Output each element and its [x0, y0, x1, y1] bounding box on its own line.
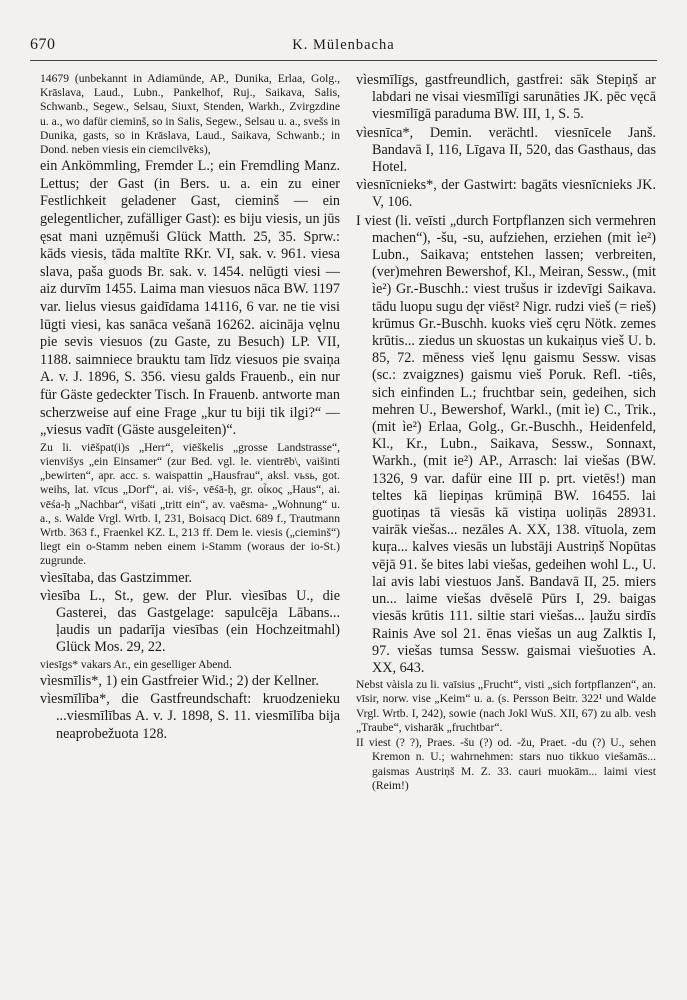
entry-viesnica: vìesnīca*, Demin. verächtl. viesnīcele Janš. Bandavā I, 116, Līgava II, 520, das Gasthaus, das Hotel. [356, 124, 656, 176]
entry-viest-1: I viest (li. veīsti „durch Fortpflanzen sich vermehren machen“), -šu, -su, aufziehen, erziehen (mit ìe²) Lubn., Saikava; entstehen lassen; verbreiten, (ver)mehren Bewershof, Kl., Meiran, Sessw., (mit ìe²) Gr.-Buschh.: viest trušus ir izdevīgi Saikava. tādu luopu sugu dęr viēst² Nigr. rudzi vieš (= rieš) krūmus Gr.-Buschh. kuoks vieš cęru Nötk. zemes krūtis... ziedus un skuostas un kukaiņus vieš U. b. 85, 72. mēness vieš lęnu gaismu Sessw. visas (sc.: zvaigznes) gaismu vieš Poruk. Refl. -tiês, sich einfinden L.; fruchtbar sein, gedeihen, sich mehren U., Bewershof, Warkl., (mit ìe) C., Trik., (mit ìe²) Erlaa, Golg., Gr.-Buschh., Heidenfeld, Kl., Kr., Lubn., Saikava, Sessw., Sonnaxt, Warkh., (mit ie²) AP., Arrasch: lai viešas (BW. 1326, 9 var. dafür eine III p. prt. vietēs!) man teltes kā liepiņas krūmiņā BW. 16455. lai guotiņas tā viesās kā vistiņa uoliņās 28931. vairāk viešas... nezāles A. XX, 138. vītuola, zem kuŗa... kalves viesās un lubstāji Austriņš Nopūtas vējā 91. še bites labi viešas, gedeihen wohl L., U. lai avis labi viestuos Janš. Bandavā II, 25. miers un... laime viešas dvēselē Pūrs I, 29. baigas viesās krūtis 111. siltie stari viešas... ļaužu sirdīs Rainis Ave sol 21. ēnas viešas un aug Zalktis I, 97. viešas tumsa Sessw. gaismai viešuoties A. XX, 643. [356, 212, 656, 676]
entry-viesis-body: ein Ankömmling, Fremder L.; ein Fremdling Manz. Lettus; der Gast (in Bers. u. a. ein zu einer Festlichkeit geladener Gast, cieminš — ein gelegentlicher, zufälliger Gast): es biju viesis, un jūs ęsat mani uzņēmuši Glück Matth. 25, 35. Sprw.: kāds viesis, tāda maltīte RKr. VI, sak. v. 961. viesa slava, paša guods Br. sak. v. 1454. nelūgti viesi — aiz durvīm 1455. Laima man viesuos nāca BW. 1197 var. lielus viesus gaidīdama 14116, 6 var. ne tie visi lūgti viesi, kas sanāca vešanā 16262. aicināja vęlnu pie sevis viesuos (zu Gaste, zu Besuch) LP. VII, 1188. saimniece brauktu tam līdz viesuos pie svaiņa A. v. J. 1896, S. 356. viesu galds Frauenb., ein nur für Gäste gedeckter Tisch. In Frauenb. antworte man scherzweise auf eine Frage „kur tu biji tik ilgi?“ — „viesus vadīt (Gäste ausgeleiten)“. [40, 158, 340, 439]
entry-viesmilis: vìesmīlis*, 1) ein Gastfreier Wid.; 2) der Kellner. [40, 672, 319, 689]
entry-viesiba: vìesība L., St., gew. der Plur. vìesības U., die Gasterei, das Gastgelage: sapulcēja Lābans... ļaudis un padarīja viesības (ein Hochzeitmahl) Glück Mos. 29, 22. [40, 587, 340, 656]
running-head: K. Mülenbacha [292, 37, 395, 53]
entry-fragment-locations: 14679 (unbekannt in Adiamünde, AP., Dunika, Erlaa, Golg., Krāslava, Laud., Lubn., Pankelhof, Ruj., Saikava, Salis, Schwanb., Segew., Selsau, Siuxt, Stenden, Warkh., Zvirgzdine u. a., wo dafür cieminš, so in Salis, Segew., Selsau u. a., svešs in Dunika, gasts, so in Krāslava, Laud., Saikava, Schwanb.; in Dond. neben viesis ein ciemcilvēks), [40, 72, 340, 157]
left-column [40, 72, 340, 743]
entry-viesigs: viesīgs* vakars Ar., ein geselliger Abend. [40, 657, 232, 671]
header-rule [30, 60, 657, 61]
right-column [356, 72, 656, 794]
etymology-note: Zu li. viēšpat(i)s „Herr“, viēškelis „grosse Landstrasse“, vienvišys „ein Einsamer“ (zur Bed. vgl. le. vientrēb\, vaišinti „bewirten“, apr. acc. s. waispattin „Hausfrau“, aksl. vьsь, got. weihs, lat. vīcus „Dorf“, ai. viś-, vēśā-ḥ, gr. οἶκος „Haus“, ai. vēśa-ḥ „Nachbar“, višati „tritt ein“, av. vaēsma- „Wohnung“ u. a., s. Walde Vrgl. Wrtb. I, 231, Boisacq Dict. 689 f., Trautmann Wrtb. 363 f., Fraenkel KZ. L, 213 ff. Dem le. viesis („cieminš“) liegt ein o-Stamm neben einem i-Stamm (woraus der io-St.) zugrunde. [40, 440, 340, 568]
entry-viesnicnieks: vìesnīcnieks*, der Gastwirt: bagāts viesnīcnieks JK. V, 106. [356, 177, 656, 211]
etymology-note-viest: Nebst vàisla zu li. vaīsius „Frucht“, visti „sich fortpflanzen“, an. vīsir, norw. vise „Keim“ u. a. (s. Persson Beitr. 322¹ und Walde Vrgl. Wrtb. I, 242), sowie (nach Jokl WuS. XII, 67) zu alb. vesh „Traube“, visharāk „fruchtbar“. [356, 678, 656, 734]
entry-viesitaba: vìesītaba, das Gastzimmer. [40, 569, 193, 586]
entry-viesmiligs: vìesmīlīgs, gastfreundlich, gastfrei: sāk Stepiņš ar labdari ne visai viesmīlīgi sarunāties JK. pēc vęcā viesmīlīgā paraduma BW. III, 1, S. 5. [356, 72, 656, 123]
page-number: 670 [30, 36, 56, 53]
page-header [30, 36, 657, 58]
entry-viest-2: II viest (? ?), Praes. -šu (?) od. -žu, Praet. -du (?) U., sehen Kremon n. U.; wahrnehmen: stars nuo tikkuo viešamās... gaismas Austriņš M. Z. 33. cauri muokām... laimi viest (Reim!) [356, 735, 656, 793]
entry-viesmiliba: vìesmīlība*, die Gastfreundschaft: kruodzenieku ...viesmīlības A. v. J. 1898, S. 11. viesmīlība bija neaprobežuota 128. [40, 691, 340, 742]
